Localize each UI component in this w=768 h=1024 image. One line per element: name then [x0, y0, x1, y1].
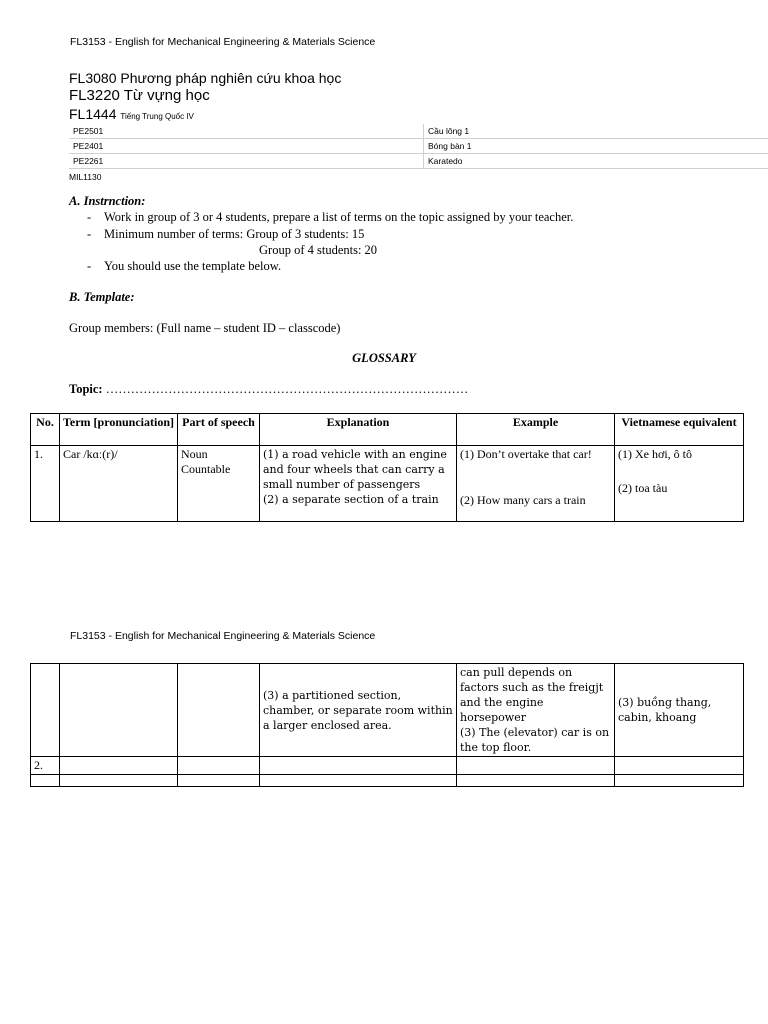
- table-row: [69, 124, 768, 139]
- pe-code: PE2401: [69, 139, 424, 154]
- cell-vietnamese: [615, 446, 744, 522]
- table-row: [31, 757, 744, 775]
- cell-explanation: [260, 757, 457, 775]
- instruction-item: Work in group of 3 or 4 students, prepare a list of terms on the topic assigned by your teacher.: [104, 210, 574, 224]
- cell-pos: [178, 775, 260, 787]
- pe-name: Cầu lông 1: [424, 124, 768, 139]
- pe-code: PE2261: [69, 154, 424, 169]
- bullet-dash: -: [87, 227, 92, 241]
- explanation-3: (3) a partitioned section, chamber, or separate room within a larger enclosed area.: [260, 664, 457, 757]
- vn-1: (1) Xe hơi, ô tô: [618, 447, 692, 461]
- cell-example: [457, 446, 615, 522]
- topic-dots: ……………………………………………………………………………: [105, 382, 469, 396]
- vn-3: (3) buồng thang, cabin, khoang: [615, 664, 744, 757]
- cell-pos: Noun Countable: [178, 446, 260, 522]
- table-row: [69, 139, 768, 154]
- example-2-cont: can pull depends on factors such as the freigjt and the engine horsepower: [460, 666, 604, 724]
- cell-term: [60, 775, 178, 787]
- header-explanation: Explanation: [260, 414, 457, 446]
- cell-term: [60, 664, 178, 757]
- pe-course-table: [69, 124, 768, 169]
- pe-code: PE2501: [69, 124, 424, 139]
- instruction-heading: A. Instrnction:: [69, 194, 146, 208]
- glossary-table-continued: [30, 663, 744, 787]
- table-row: [69, 154, 768, 169]
- table-row: [31, 664, 744, 757]
- course-title: Tiếng Trung Quốc IV: [120, 112, 194, 121]
- example-2: (2) How many cars a train: [460, 493, 586, 507]
- table-row: [31, 446, 744, 522]
- topic-label: Topic:: [69, 382, 103, 396]
- table-row: [31, 775, 744, 787]
- cell-term: [60, 757, 178, 775]
- header-no: No.: [31, 414, 60, 446]
- bullet-dash: -: [87, 210, 92, 224]
- cell-pos: [178, 757, 260, 775]
- cell-pos: [178, 664, 260, 757]
- header-example: Example: [457, 414, 615, 446]
- page-header: FL3153 - English for Mechanical Engineering & Materials Science: [70, 630, 376, 642]
- cell-example: [457, 775, 615, 787]
- cell-vietnamese: [615, 775, 744, 787]
- instruction-item: Minimum number of terms: Group of 3 students: 15: [104, 227, 365, 241]
- header-vietnamese: Vietnamese equivalent: [615, 414, 744, 446]
- mil-code: MIL1130: [69, 172, 102, 182]
- pe-name: Karatedo: [424, 154, 768, 169]
- explanation-2: (2) a separate section of a train: [263, 493, 439, 506]
- pe-name: Bóng bàn 1: [424, 139, 768, 154]
- course-fl3220: FL3220 Từ vựng học: [69, 87, 210, 104]
- explanation-1: (1) a road vehicle with an engine and four wheels that can carry a small number of passengers: [263, 448, 447, 491]
- bullet-dash: -: [87, 259, 92, 273]
- cell-example: [457, 757, 615, 775]
- course-code: FL1444: [69, 106, 117, 122]
- cell-no: [31, 664, 60, 757]
- instruction-item: Group of 4 students: 20: [259, 243, 378, 257]
- template-heading: B. Template:: [69, 290, 135, 304]
- course-fl3080: FL3080 Phương pháp nghiên cứu khoa học: [69, 70, 342, 86]
- topic-line: [69, 382, 468, 397]
- table-header-row: [31, 414, 744, 446]
- glossary-title: GLOSSARY: [352, 351, 416, 365]
- cell-vietnamese: [615, 757, 744, 775]
- cell-example: [457, 664, 615, 757]
- cell-term: Car /kɑː(r)/: [60, 446, 178, 522]
- instruction-item: You should use the template below.: [104, 259, 282, 273]
- cell-explanation: [260, 446, 457, 522]
- cell-no: [31, 775, 60, 787]
- header-term: Term [pronunciation]: [60, 414, 178, 446]
- glossary-table: [30, 413, 744, 522]
- page-header: FL3153 - English for Mechanical Engineering & Materials Science: [70, 36, 376, 48]
- example-3: (3) The (elevator) car is on the top floor.: [460, 726, 610, 754]
- vn-2: (2) toa tàu: [618, 481, 668, 495]
- course-fl1444: [69, 106, 194, 122]
- cell-no: 1.: [31, 446, 60, 522]
- group-members-line: Group members: (Full name – student ID – classcode): [69, 321, 341, 335]
- example-1: (1) Don’t overtake that car!: [460, 447, 592, 461]
- cell-no: 2.: [31, 757, 60, 775]
- header-pos: Part of speech: [178, 414, 260, 446]
- cell-explanation: [260, 775, 457, 787]
